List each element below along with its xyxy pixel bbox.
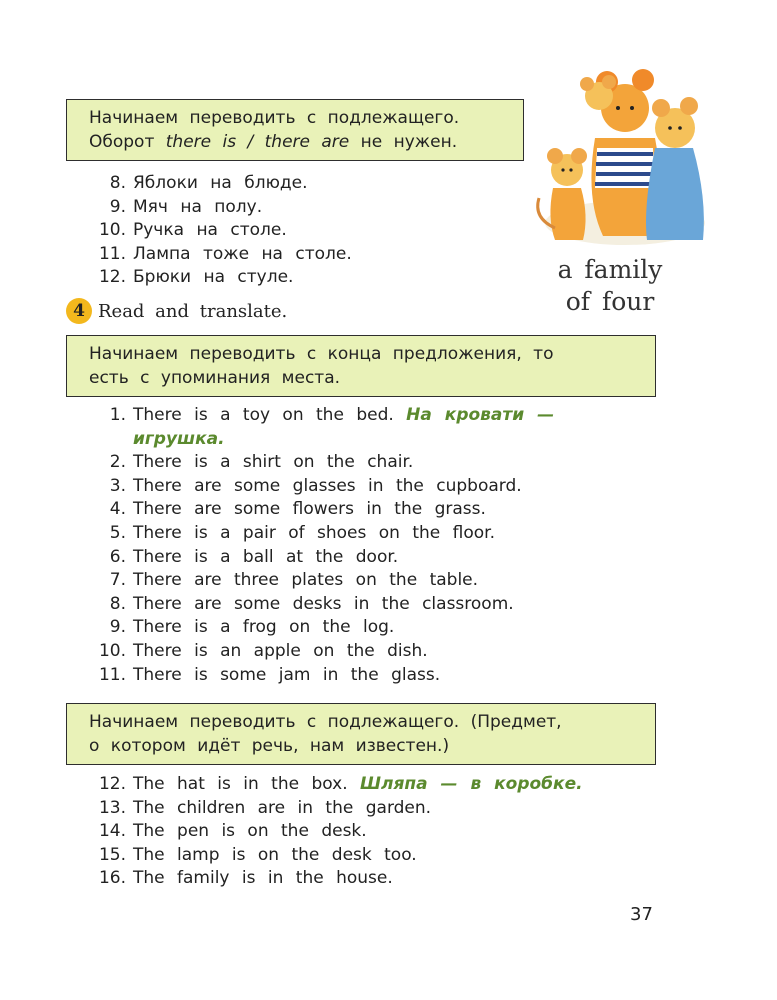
item-number: 10.	[98, 220, 126, 241]
picture-caption	[530, 254, 690, 318]
item-number: 4.	[109, 499, 126, 520]
list-item	[88, 404, 554, 428]
item-text	[133, 404, 554, 428]
father-mouse-ear	[632, 69, 654, 91]
exercise-title: Read and translate.	[98, 300, 288, 322]
item-text: Мяч на полу.	[133, 196, 263, 217]
item-number: 12.	[98, 774, 126, 794]
item-text: There is a pair of shoes on the floor.	[133, 522, 495, 543]
item-text: There is some jam in the glass.	[133, 664, 441, 685]
item-text: There are some glasses in the cupboard.	[133, 475, 522, 496]
item-number: 7.	[109, 570, 126, 591]
list-item	[88, 522, 554, 546]
list-item	[88, 664, 554, 688]
item-number: 15.	[98, 844, 126, 865]
page-number: 37	[630, 904, 653, 925]
caption-line-1: a family	[557, 255, 663, 284]
list-item	[88, 266, 352, 290]
item-number: 6.	[109, 546, 126, 567]
rule-box-1	[66, 99, 524, 161]
list-item	[88, 616, 554, 640]
item-text: The lamp is on the desk too.	[133, 844, 417, 865]
item-text: There is a frog on the log.	[133, 617, 395, 638]
list-item	[88, 867, 583, 891]
item-text: There are three plates on the table.	[133, 570, 479, 591]
item-number: 12.	[98, 267, 126, 288]
item-text: The pen is on the desk.	[133, 821, 367, 842]
sentence-list-2	[88, 404, 554, 687]
translation-text: игрушка.	[133, 428, 225, 449]
mouse-family-illustration	[525, 58, 725, 248]
translation-text: На кровати —	[406, 405, 555, 425]
item-number: 14.	[98, 821, 126, 842]
list-item	[88, 640, 554, 664]
rule-box-2	[66, 335, 656, 397]
item-text: There is an apple on the dish.	[133, 640, 428, 661]
rule-box-3-line2: о котором идёт речь, нам известен.)	[89, 736, 450, 756]
item-text: There are some desks in the classroom.	[133, 593, 514, 614]
item-number: 5.	[109, 522, 126, 543]
list-item	[88, 593, 554, 617]
list-item	[88, 243, 352, 267]
rule-box-3	[66, 703, 656, 765]
item-text	[133, 773, 583, 797]
list-item	[88, 451, 554, 475]
exercise-number-badge: 4	[66, 298, 92, 324]
translation-text: Шляпа — в коробке.	[360, 774, 583, 794]
sentence-text: There is a toy on the bed.	[133, 405, 394, 425]
item-number: 16.	[98, 868, 126, 889]
item-number: 10.	[98, 640, 126, 661]
item-text: There is a ball at the door.	[133, 546, 399, 567]
item-number: 8.	[109, 593, 126, 614]
exercise-header	[66, 298, 287, 324]
mother-mouse-ear	[652, 99, 670, 117]
list-item	[88, 196, 352, 220]
list-item	[88, 569, 554, 593]
item-number: 3.	[109, 475, 126, 496]
rule-box-1-line2	[89, 130, 523, 154]
sentence-list-1	[88, 172, 352, 290]
item-number: 9.	[109, 196, 126, 217]
item-number: 8.	[109, 173, 126, 193]
list-item-continuation	[88, 428, 554, 452]
item-text: Ручка на столе.	[133, 220, 287, 241]
list-item	[88, 172, 352, 196]
rule-box-2-line2: есть с упоминания места.	[89, 368, 341, 388]
rule-italic-text: there is / there are	[165, 132, 350, 152]
small-mouse-body	[550, 188, 585, 240]
list-item	[88, 797, 583, 821]
list-item	[88, 219, 352, 243]
sentence-list-3	[88, 773, 583, 891]
item-text: Яблоки на блюде.	[133, 173, 308, 193]
item-number: 1.	[109, 405, 126, 425]
list-item	[88, 546, 554, 570]
rule-text: не нужен.	[349, 132, 458, 152]
item-text: Лампа тоже на столе.	[133, 243, 352, 264]
sentence-text: The hat is in the box.	[133, 774, 348, 794]
item-number: 9.	[109, 617, 126, 638]
rule-box-1-line1: Начинаем переводить с подлежащего.	[89, 108, 460, 128]
list-item	[88, 820, 583, 844]
item-text: Брюки на стуле.	[133, 267, 294, 288]
item-number: 2.	[109, 452, 126, 473]
mother-mouse-ear	[680, 97, 698, 115]
item-number: 13.	[98, 797, 126, 818]
rule-box-3-line1: Начинаем переводить с подлежащего. (Предмет,	[89, 712, 562, 732]
item-text: The family is in the house.	[133, 868, 393, 889]
item-number: 11.	[98, 243, 126, 264]
rule-box-2-line1: Начинаем переводить с конца предложения, то	[89, 344, 554, 364]
rule-text: Оборот	[89, 132, 166, 152]
item-text: There are some flowers in the grass.	[133, 499, 486, 520]
mother-mouse-dress	[646, 148, 704, 240]
list-item	[88, 475, 554, 499]
list-item	[88, 844, 583, 868]
item-text: There is a shirt on the chair.	[133, 452, 414, 473]
item-text: The children are in the garden.	[133, 797, 432, 818]
item-number: 11.	[98, 664, 126, 685]
list-item	[88, 498, 554, 522]
list-item	[88, 773, 583, 797]
caption-line-2: of four	[565, 287, 655, 316]
